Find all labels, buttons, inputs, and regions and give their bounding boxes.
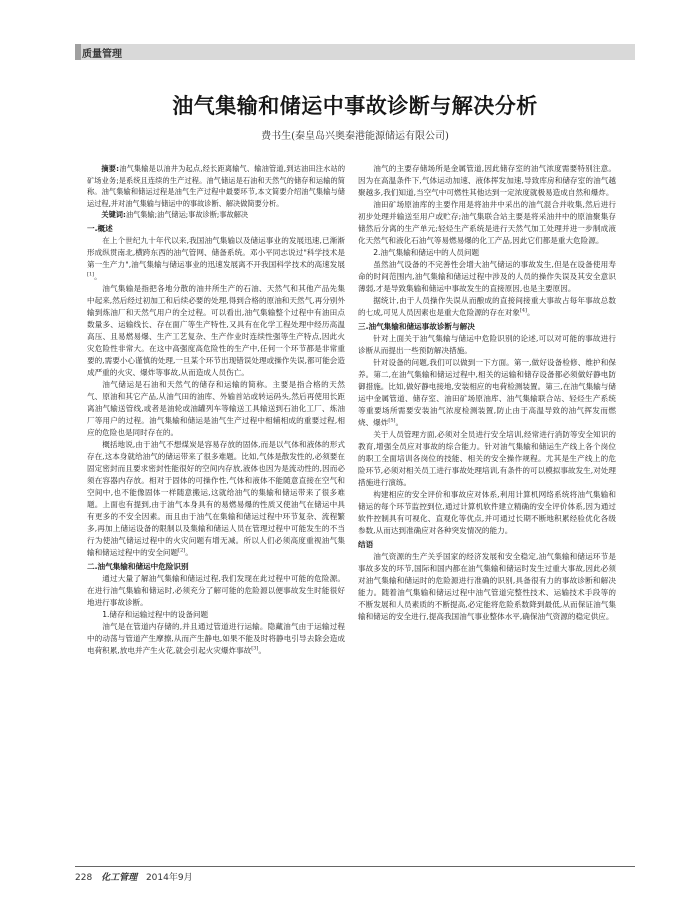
left-column xyxy=(87,163,345,843)
paragraph: 在上个世纪九十年代以来,我国油气集输以及储运事业的发展迅速,已渐渐形成纵贯南北,横跨东西的油气管网、储备系统。邓小平同志说过"科学技术是第一生产力",油气集输与储运事业的迅速发展离不开我国科学技术的高速发展[1]。 xyxy=(87,235,345,281)
page-number: 228 xyxy=(75,873,93,883)
section-heading-1: 一.概述 xyxy=(87,223,113,233)
paragraph: 构建相应的安全评价和事故应对体系,利用计算机网络系统将油气集输和储运的每个环节监控到位,通过计算机软件建立精确的安全评价体系,因为通过软件控制具有可视化、直观化等优点,并可通过长期不断地积累经验优化各级参数,从而达到准确应对各种突发情况的能力。 xyxy=(358,490,616,535)
subsection-heading: 2.油气集输和储运中的人员问题 xyxy=(373,248,480,257)
paragraph: 通过大量了解油气集输和储运过程,我们发现在此过程中可能的危险源。在进行油气集输和储运时,必须充分了解可能的危险源以便事故发生时能很好地进行事故诊断。 xyxy=(87,573,345,607)
paragraph: 据统计,由于人员操作失误从而酿成的直接间接重大事故占每年事故总数的七成,可见人员因素也是重大危险源的存在对象[4]。 xyxy=(358,296,616,317)
paragraph: 油气是在管道内存储的,并且通过管道进行运输。隐藏油气由于运输过程中的动荡与管道产生摩擦,从而产生静电,如果不能及时将静电引导去除会造成电荷积累,放电并产生火花,就会引起火灾爆炸事故[3]。 xyxy=(87,621,345,655)
paragraph: 油田矿场原油库的主要作用是将油井中采出的油气混合并收集,然后进行初步处理并输送至用户或贮存;油气集联合站主要是将采油井中的原油聚集存储然后分离的生产单元;轻烃生产系统是进行天然气加工处理并进一步制成液化天然气和液化石油气等易燃易爆的化工产品,因此它们都是重大危险源。 xyxy=(358,200,616,245)
section-heading-3: 三.油气集输和储运事故诊断与解决 xyxy=(358,322,475,331)
section-heading-conclusion: 结语 xyxy=(358,540,374,549)
paragraph: 针对上面关于油气集输与储运中危险识别的论述,可以对可能的事故进行诊断从而提出一些预防解决措施。 xyxy=(358,334,616,355)
subsection-heading: 1.储存和运输过程中的设备问题 xyxy=(102,609,209,619)
article-title: 油气集输和储运中事故诊断与解决分析 xyxy=(172,94,538,118)
page-footer xyxy=(75,870,193,883)
paragraph: 虽然油气设备的不完善性会增大油气储运的事故发生,但是在设备使用寿命的时间范围内,油气集输和储运过程中涉及的人员的操作失误及其安全意识薄弱,才是导致集输和储运中事故发生的直接原因,也是主要原因。 xyxy=(358,260,616,293)
paragraph: 油气储运是石油和天然气的储存和运输的简称。主要是指合格的天然气、原油和其它产品,从油气田的油库、外输首站或转运码头,然后再使用长距离油气输送管线,或者是油轮或油罐列车等输送工具输送到石油化工厂、炼油厂等用户的过程。油气集输和储运是油气生产过程中相辅相成的重要过程,相应的危险也是同时存在的。 xyxy=(87,379,345,437)
journal-name: 化工管理 xyxy=(101,873,138,883)
article-author: 费书生(秦皇岛兴奥秦港能源储运有限公司) xyxy=(261,131,449,142)
paragraph: 油气的主要存储场所是金属管道,因此储存室的油气浓度需要特别注意。因为在高温条件下,气体运动加速、液体挥发加速,导致库房和储存室的油气越聚越多,我们知道,当空气中可燃性其他达到一定浓度就极易造成自然和爆炸。 xyxy=(358,164,616,197)
paragraph: 概括地说,由于油气不想煤炭是容易存放的固体,而是以气体和液体的形式存在,这本身就给油气的储运带来了很多难题。比如,气体是散发性的,必须要在固定密封而且要求密封性能很好的空间内存放,液体也因为是流动性的,因而必须在容器内存放。相对于固体的可操作性,气体和液体不能随意直接在空气和空间中,也不能像固体一样随意搬运,这就给油气的集输和储运带来了很多难题。上面也有提到,由于油气本身具有的易燃易爆的性质又使油气在储运中具有更多的不安全因素。而且由于油气在集输和储运过程中环节复杂、流程繁多,再加上储运设备的限制以及集输和储运人员在管理过程中可能发生的不当行为使油气储运过程中的火灾问题有增无减。所以人们必须高度重视油气集输和储运过程中的安全问题[2]。 xyxy=(87,439,345,557)
abstract: 摘要:油气集输是以油井为起点,经长距离输气、输油管道,到达油田注水站的矿场业务;是系统且连续的生产过程。油气储运是石油和天然气的储存和运输的简称。油气集输和储运过程是油气生产过程中最要环节,本文简要介绍油气集输与储运过程,并对油气集输与储运中的事故诊断、解决做简要分析。 xyxy=(87,164,345,208)
section-label: 质量管理 xyxy=(82,49,122,60)
section-header-bar xyxy=(75,44,635,60)
section-heading-2: 二.油气集输和储运中危险识别 xyxy=(87,561,189,571)
paragraph: 油气资源的生产关乎国家的经济发展和安全稳定,油气集输和储运环节是事故多发的环节,国际和国内都在油气集输和储运时发生过重大事故,因此必须对油气集输和储运时的危险源进行准确的识别,具备很有力的事故诊断和解决能力。随着油气集输和储运过程中油气管道完整性技术、运输技术手段等的不断发展和人员素质的不断提高,必定能将危险系数降到最低,从而保证油气集输和储运的安全进行,提高我国油气事业整体水平,确保油气资源的稳定供应。 xyxy=(358,552,616,621)
paragraph: 关于人员管理方面,必须对全员进行安全培训,经常进行消防等安全知识的教育,增强全员应对事故的综合能力。针对油气集输和储运生产线上各个岗位的职工全面培训各岗位的技能、相关的安全操作规程。尤其是生产线上的危险环节,必须对相关员工进行事故处理培训,有条件的可以模拟事故发生,对处理措施进行演练。 xyxy=(358,430,616,487)
paragraph: 针对设备的问题,我们可以做到一下方面。第一,做好设备检修、维护和保养。第二,在油气集输和储运过程中,相关的运输和储存设备都必须做好静电防御措施。比如,做好静电接地,安装相应的电荷检测装置。第三,在油气集输与储运中金属管道、储存室、油田矿场原油库、油气集输联合站、轻烃生产系统等重要场所需要安装油气浓度检测装置,防止由于高温导致的油气挥发而燃烧、爆炸[5]。 xyxy=(358,358,616,427)
paragraph: 油气集输是指把各地分散的油井所生产的石油、天然气和其他产品先集中起来,然后经过初加工和后续必要的处理,得到合格的原油和天然气,再分别外输到炼油厂和天然气用户的全过程。可以看出,油气集输整个过程中有油田点数量多、运输线长、存在面广等生产特性,又具有在化学工程处理中经历高温高压、且易燃易爆、生产工艺复杂、生产作业时连续性强等生产特点,因此火灾危险性非常大。在这中高强度高危险性的生产中,任何一个环节都是非常重要的,需要小心谨慎的处理,一旦某个环节出现错误处理或操作失误,都可能会造成严重的火灾、爆炸等事故,从而造成人员伤亡。 xyxy=(87,283,345,377)
issue-date: 2014年9月 xyxy=(145,873,193,883)
footer-divider xyxy=(75,866,635,867)
right-column xyxy=(358,163,616,843)
keywords: 关键词:油气集输;油气储运;事故诊断;事故解决 xyxy=(101,210,249,219)
